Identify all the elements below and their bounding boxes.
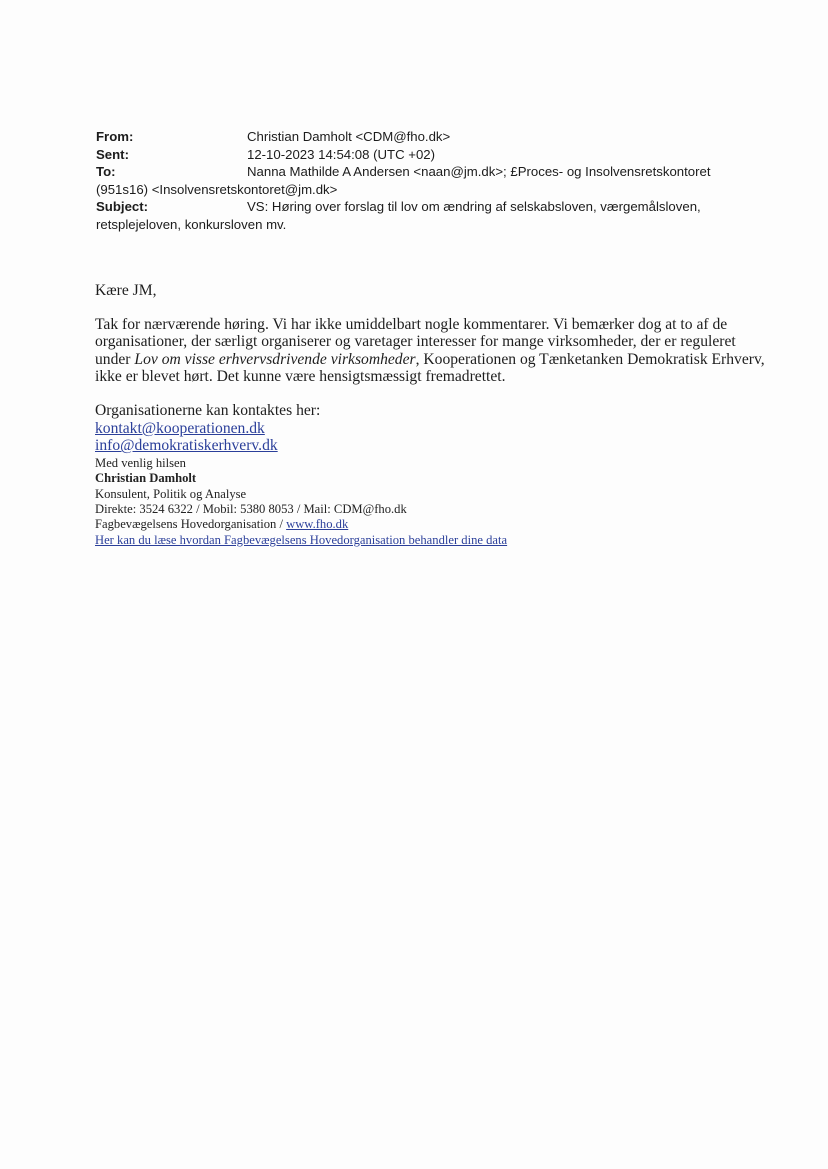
header-from-row: [96, 128, 756, 146]
signature-name: Christian Damholt: [95, 471, 197, 486]
fho-website-link[interactable]: www.fho.dk: [286, 517, 349, 532]
from-label: From:: [96, 129, 134, 144]
email-body: [95, 282, 775, 548]
to-value-line1: Nanna Mathilde A Andersen <naan@jm.dk>; £Proces- og Insolvensretskontoret: [247, 164, 711, 179]
signature-org-name: Fagbevægelsens Hovedorganisation /: [95, 517, 287, 532]
sent-value: 12-10-2023 14:54:08 (UTC +02): [247, 146, 436, 162]
subject-value-line1: VS: Høring over forslag til lov om ændring af selskabsloven, værgemålsloven,: [247, 199, 701, 214]
paragraph-text-end: , Kooperationen og Tænketanken Demokratisk Erhverv, ikke er blevet hørt. Det kunne være hensigtsmæssigt fremadrettet.: [95, 350, 765, 386]
subject-value-line2: retsplejeloven, konkursloven mv.: [96, 216, 287, 232]
demokratiskerhverv-email-link[interactable]: info@demokratiskerhverv.dk: [95, 437, 278, 455]
body-paragraph: [95, 316, 775, 386]
header-subject-row: [96, 198, 756, 216]
from-value: Christian Damholt <CDM@fho.dk>: [247, 129, 451, 144]
law-title: Lov om visse erhvervsdrivende virksomheder: [134, 350, 416, 368]
subject-label: Subject:: [96, 199, 149, 214]
to-value-line2: (951s16) <Insolvensretskontoret@jm.dk>: [96, 181, 338, 197]
email-header: [96, 128, 756, 233]
header-sent-row: [96, 146, 756, 164]
paragraph-text-start: Tak for nærværende høring. Vi har ikke umiddelbart nogle kommentarer. Vi bemærker dog at to af de organisationer, der særligt organiserer og varetager interesser for mange virksomheder, der er reguleret under: [95, 315, 736, 368]
signature-contact: Direkte: 3524 6322 / Mobil: 5380 8053 / Mail: CDM@fho.dk: [95, 501, 407, 516]
kooperationen-email-link[interactable]: kontakt@kooperationen.dk: [95, 419, 265, 437]
header-subject-row-cont: [96, 216, 756, 234]
sent-label: Sent:: [96, 146, 129, 162]
signature-closing: Med venlig hilsen: [95, 455, 186, 470]
privacy-link[interactable]: Her kan du læse hvordan Fagbevægelsens Hovedorganisation behandler dine data: [95, 532, 508, 547]
signature-block: [95, 456, 775, 548]
header-to-row-cont: [96, 181, 756, 199]
header-to-row: [96, 163, 756, 181]
signature-title: Konsulent, Politik og Analyse: [95, 486, 247, 501]
signature-org: [95, 517, 775, 532]
org-intro: Organisationerne kan kontaktes her:: [95, 401, 321, 419]
to-label: To:: [96, 164, 116, 179]
greeting: Kære JM,: [95, 282, 157, 299]
